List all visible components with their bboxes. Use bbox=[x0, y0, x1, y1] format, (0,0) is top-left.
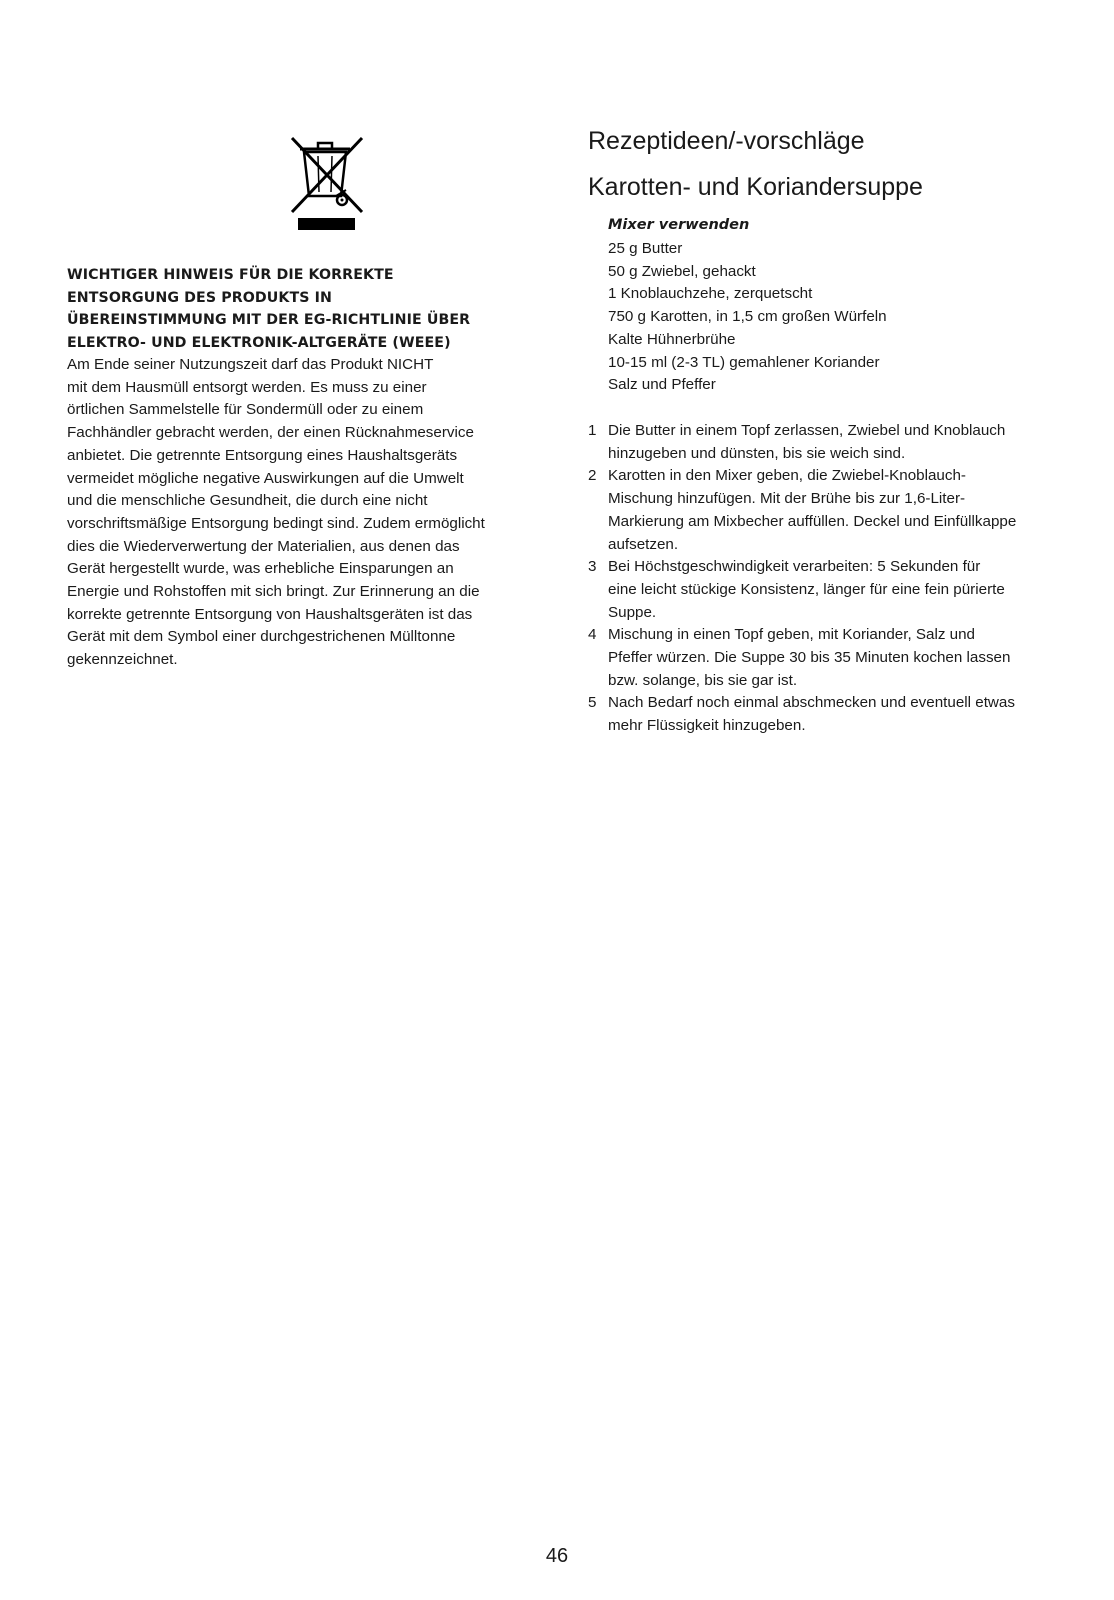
step-number: 5 bbox=[588, 694, 597, 712]
weee-body-line: korrekte getrennte Entsorgung von Haushaltsgeräten ist das bbox=[67, 605, 473, 623]
weee-body-line: Am Ende seiner Nutzungszeit darf das Produkt NICHT bbox=[67, 356, 434, 373]
step-line: Pfeffer würzen. Die Suppe 30 bis 35 Minuten kochen lassen bbox=[608, 649, 1011, 667]
step-list bbox=[588, 420, 1078, 738]
step-line: Mischung hinzufügen. Mit der Brühe bis zur 1,6-Liter- bbox=[608, 490, 966, 508]
step-item bbox=[588, 465, 1078, 556]
step-line: hinzugeben und dünsten, bis sie weich sind. bbox=[608, 444, 906, 462]
step-text bbox=[608, 420, 1005, 465]
weee-body-line: vermeidet mögliche negative Auswirkungen auf die Umwelt bbox=[67, 469, 464, 487]
weee-heading-line: ELEKTRO- UND ELEKTRONIK-ALTGERÄTE (WEEE) bbox=[67, 334, 451, 351]
weee-body-line: anbietet. Die getrennte Entsorgung eines Haushaltsgeräts bbox=[67, 446, 458, 464]
weee-heading bbox=[67, 264, 547, 354]
page-number: 46 bbox=[545, 1545, 569, 1567]
weee-body-line: vorschriftsmäßige Entsorgung bedingt sind. Zudem ermöglicht bbox=[67, 514, 485, 532]
step-line: aufsetzen. bbox=[608, 535, 679, 553]
ingredient-item: 750 g Karotten, in 1,5 cm großen Würfeln bbox=[608, 308, 887, 326]
ingredient-item: 1 Knoblauchzehe, zerquetscht bbox=[608, 285, 813, 303]
step-line: mehr Flüssigkeit hinzugeben. bbox=[608, 717, 806, 735]
step-item bbox=[588, 556, 1078, 624]
step-number: 2 bbox=[588, 467, 597, 485]
step-item bbox=[588, 624, 1078, 692]
weee-body-line: und die menschliche Gesundheit, die durch eine nicht bbox=[67, 492, 428, 510]
section-title: Rezeptideen/-vorschläge bbox=[588, 127, 865, 155]
step-item bbox=[588, 420, 1078, 465]
weee-body-line: örtlichen Sammelstelle für Sondermüll oder zu einem bbox=[67, 401, 424, 419]
step-line: Bei Höchstgeschwindigkeit verarbeiten: 5 Sekunden für bbox=[608, 558, 981, 576]
step-text bbox=[608, 624, 1010, 692]
step-line: bzw. solange, bis sie gar ist. bbox=[608, 671, 798, 689]
ingredient-item: Salz und Pfeffer bbox=[608, 376, 716, 394]
mixer-heading: Mixer verwenden bbox=[608, 217, 750, 233]
weee-body-text bbox=[67, 354, 542, 672]
weee-heading-line: ENTSORGUNG DES PRODUKTS IN bbox=[67, 289, 332, 306]
step-number: 1 bbox=[588, 422, 597, 439]
weee-body-line: gekennzeichnet. bbox=[67, 651, 178, 669]
step-number: 3 bbox=[588, 558, 597, 576]
step-line: Karotten in den Mixer geben, die Zwiebel-Knoblauch- bbox=[608, 467, 966, 485]
weee-body-line: dies die Wiederverwertung der Materialien, aus denen das bbox=[67, 537, 460, 555]
weee-body-line: Fachhändler gebracht werden, der einen Rücknahmeservice bbox=[67, 424, 474, 442]
weee-heading-line: WICHTIGER HINWEIS FÜR DIE KORREKTE bbox=[67, 267, 394, 283]
ingredient-item: 10-15 ml (2-3 TL) gemahlener Koriander bbox=[608, 353, 880, 371]
step-line: Mischung in einen Topf geben, mit Koriander, Salz und bbox=[608, 626, 975, 644]
step-text bbox=[608, 556, 1005, 624]
weee-heading-line: ÜBEREINSTIMMUNG MIT DER EG-RICHTLINIE ÜBER bbox=[67, 312, 471, 328]
weee-body-line: Gerät hergestellt wurde, was erhebliche Einsparungen an bbox=[67, 560, 454, 578]
ingredient-item: 50 g Zwiebel, gehackt bbox=[608, 262, 756, 280]
weee-body-line: Gerät mit dem Symbol einer durchgestrichenen Mülltonne bbox=[67, 628, 456, 646]
step-line: Suppe. bbox=[608, 603, 657, 621]
step-text bbox=[608, 692, 1015, 737]
step-number: 4 bbox=[588, 626, 597, 644]
ingredient-list bbox=[608, 238, 887, 397]
ingredient-item: 25 g Butter bbox=[608, 240, 683, 257]
step-text bbox=[608, 465, 1016, 556]
weee-body-line: mit dem Hausmüll entsorgt werden. Es muss zu einer bbox=[67, 378, 427, 396]
crossed-out-bin-icon bbox=[270, 130, 380, 232]
step-line: Nach Bedarf noch einmal abschmecken und eventuell etwas bbox=[608, 694, 1015, 712]
step-line: eine leicht stückige Konsistenz, länger für eine fein pürierte bbox=[608, 580, 1005, 598]
recipe-title: Karotten- und Koriandersuppe bbox=[588, 173, 923, 201]
step-line: Markierung am Mixbecher auffüllen. Deckel und Einfüllkappe bbox=[608, 512, 1017, 530]
weee-body-line: Energie und Rohstoffen mit sich bringt. Zur Erinnerung an die bbox=[67, 583, 480, 601]
ingredient-item: Kalte Hühnerbrühe bbox=[608, 330, 736, 348]
step-line: Die Butter in einem Topf zerlassen, Zwiebel und Knoblauch bbox=[608, 422, 1006, 439]
step-item bbox=[588, 692, 1078, 737]
